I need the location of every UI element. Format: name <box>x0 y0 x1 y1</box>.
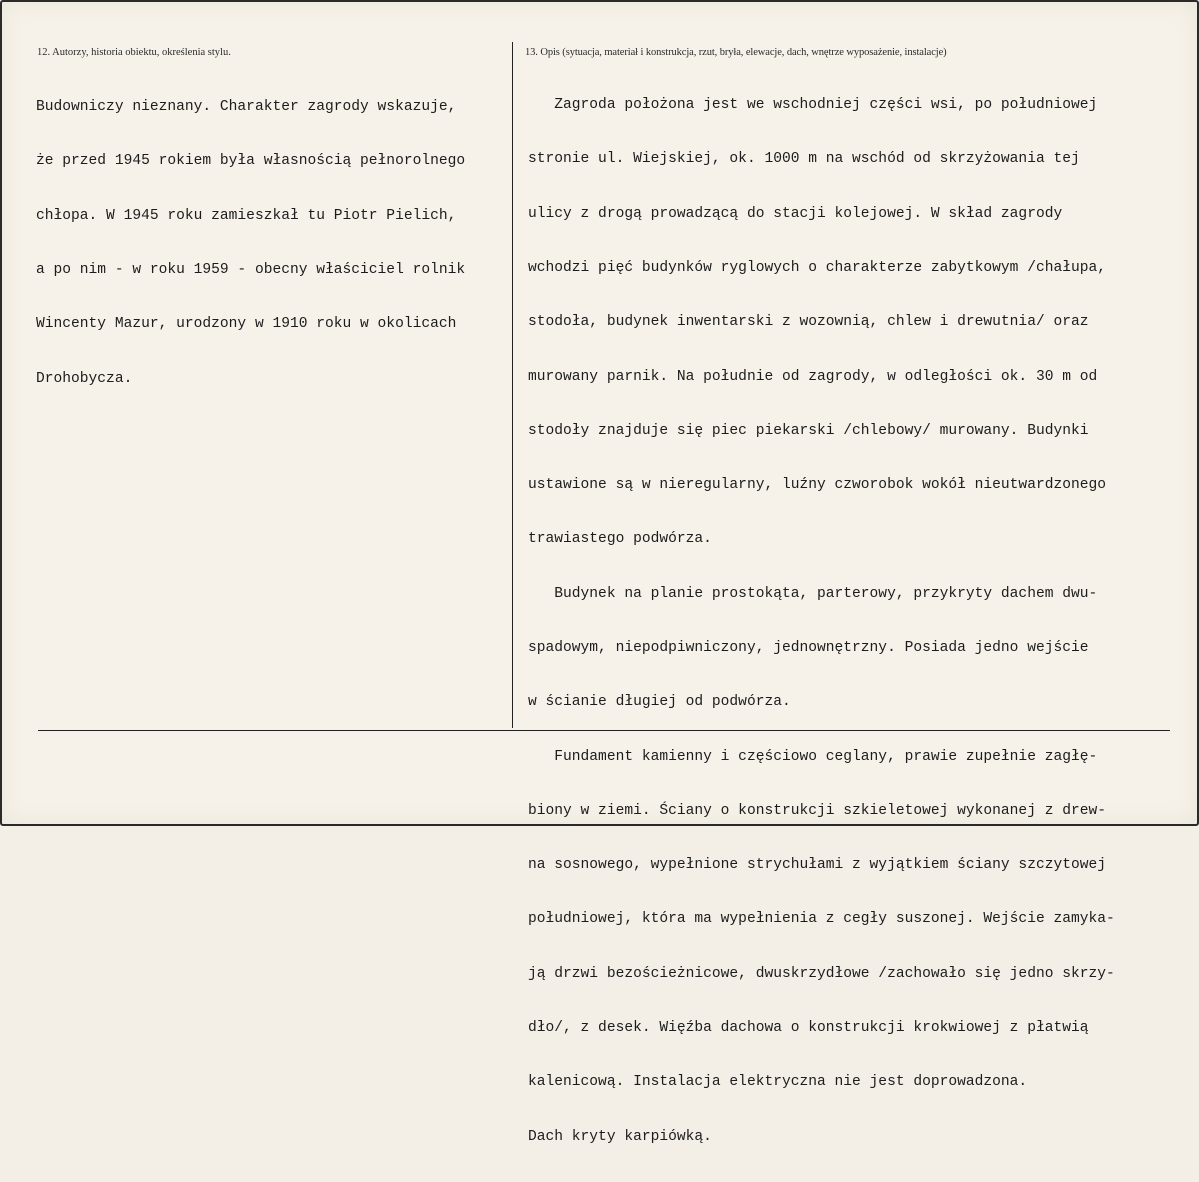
text-line: a po nim - w roku 1959 - obecny właściciel rolnik <box>36 262 466 279</box>
text-line: stodoła, budynek inwentarski z wozownią, chlew i drewutnia/ oraz <box>528 314 1089 331</box>
text-line: w ścianie długiej od podwórza. <box>528 694 791 711</box>
text-line: Dach kryty karpiówką. <box>528 1128 712 1145</box>
text-line: że przed 1945 rokiem była własnością pełnorolnego <box>36 153 466 170</box>
text-line: Wincenty Mazur, urodzony w 1910 roku w okolicach <box>36 316 457 333</box>
section-12-typed-text <box>36 62 465 424</box>
column-divider <box>512 42 513 728</box>
bottom-rule <box>38 730 1170 731</box>
text-line: Drohobycza. <box>36 370 133 387</box>
section-12-heading: 12. Autorzy, historia obiektu, określenia stylu. <box>37 47 231 58</box>
text-line: Budynek na planie prostokąta, parterowy, przykryty dachem dwu- <box>528 585 1098 602</box>
section-13-typed-text <box>528 60 1115 1182</box>
text-line: spadowym, niepodpiwniczony, jednownętrzny. Posiada jedno wejście <box>528 640 1089 656</box>
text-line: Budowniczy nieznany. Charakter zagrody wskazuje, <box>36 99 457 116</box>
text-line: południowej, która ma wypełnienia z cegły suszonej. Wejście zamyka- <box>528 911 1115 928</box>
text-line: na sosnowego, wypełnione strychułami z wyjątkiem ściany szczytowej <box>528 857 1107 874</box>
text-line: ustawione są w nieregularny, luźny czworobok wokół nieutwardzonego <box>528 477 1107 494</box>
text-line: stronie ul. Wiejskiej, ok. 1000 m na wschód od skrzyżowania tej <box>528 151 1080 168</box>
text-line: kalenicową. Instalacja elektryczna nie jest doprowadzona. <box>528 1074 1028 1091</box>
text-line: Zagroda położona jest we wschodniej części wsi, po południowej <box>528 97 1098 114</box>
text-line: stodoły znajduje się piec piekarski /chlebowy/ murowany. Budynki <box>528 422 1089 439</box>
text-line: Fundament kamienny i częściowo ceglany, prawie zupełnie zagłę- <box>528 748 1098 765</box>
text-line: chłopa. W 1945 roku zamieszkał tu Piotr Pielich, <box>36 207 457 224</box>
section-13-heading: 13. Opis (sytuacja, materiał i konstrukcja, rzut, bryła, elewacje, dach, wnętrze wyposażenie, instalacje) <box>525 47 947 58</box>
text-line: ją drzwi bezościeżnicowe, dwuskrzydłowe /zachowało się jedno skrzy- <box>528 965 1115 982</box>
text-line: wchodzi pięć budynków ryglowych o charakterze zabytkowym /chałupa, <box>528 260 1107 277</box>
text-line: biony w ziemi. Ściany o konstrukcji szkieletowej wykonanej z drew- <box>528 802 1107 819</box>
text-line: trawiastego podwórza. <box>528 531 712 548</box>
text-line: murowany parnik. Na południe od zagrody, w odległości ok. 30 m od <box>528 368 1098 385</box>
text-line: dło/, z desek. Więźba dachowa o konstrukcji krokwiowej z płatwią <box>528 1019 1089 1036</box>
text-line: ulicy z drogą prowadzącą do stacji kolejowej. W skład zagrody <box>528 205 1063 222</box>
